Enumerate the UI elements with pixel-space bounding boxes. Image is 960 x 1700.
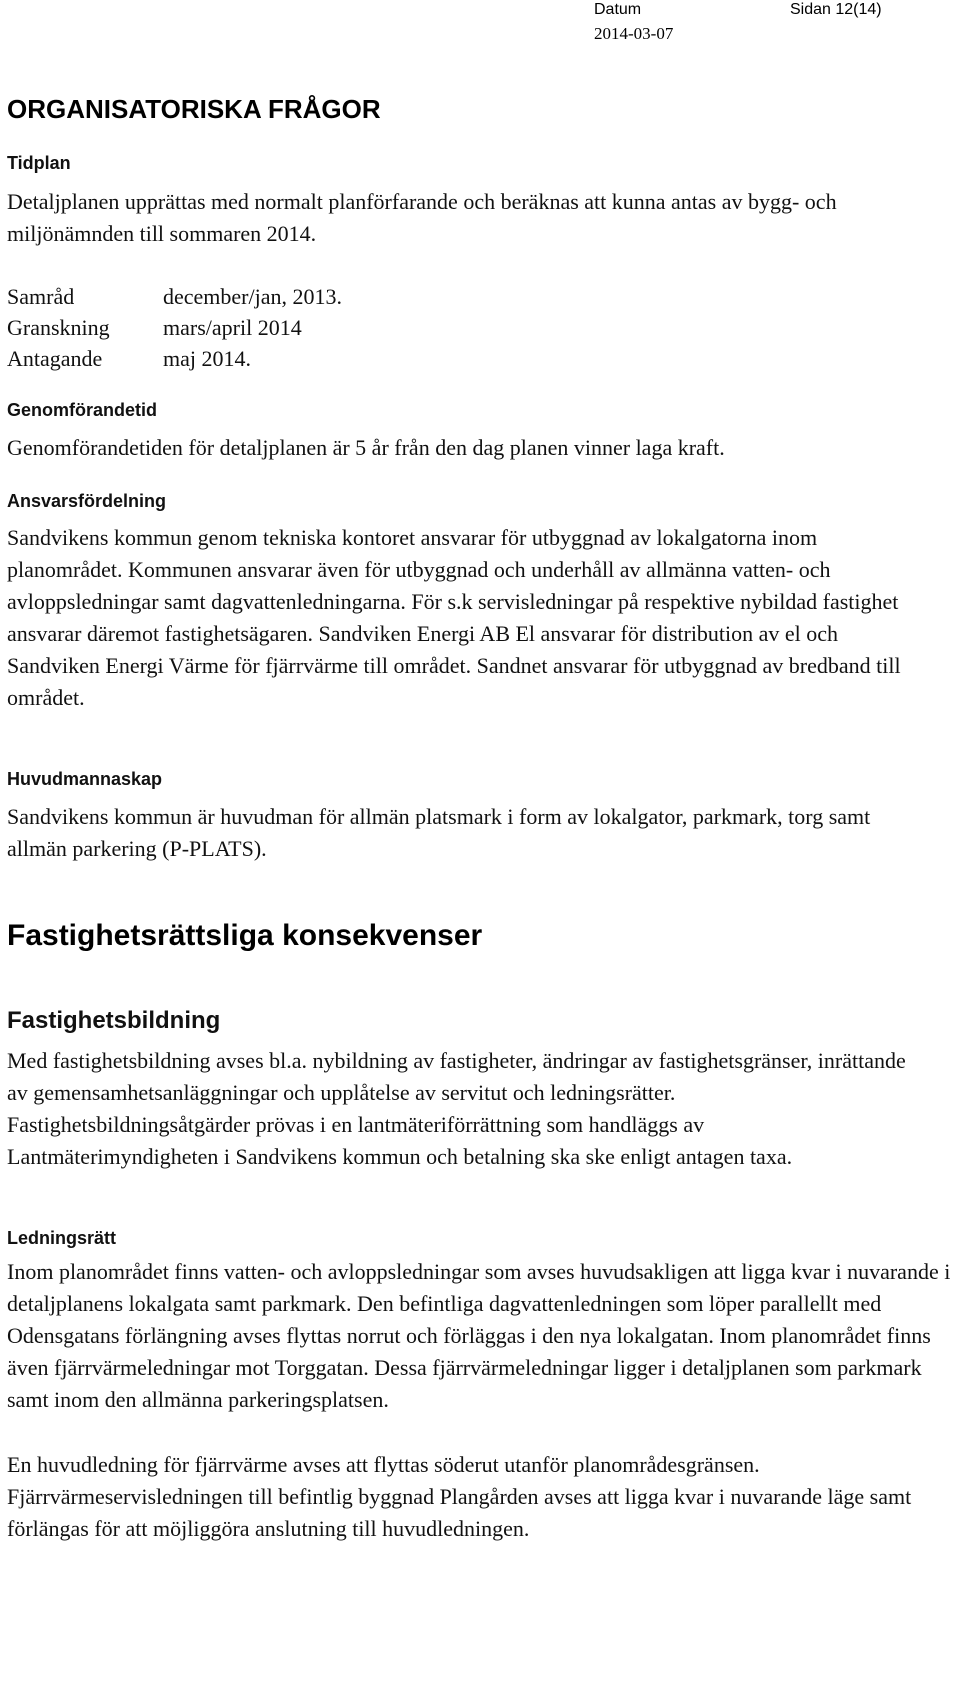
heading-fastighetsbildning: Fastighetsbildning — [7, 1007, 221, 1034]
paragraph-ledningsratt-1: Inom planområdet finns vatten- och avloppsledningar som avses huvudsakligen att ligga kvar i nuvarande i detaljplanens lokalgata samt parkmark. Den befintliga dagvattenledningen som löper parallellt med Odensgatans förlängning avses flyttas norrut och förläggas i den nya lokalgatan. Inom planområdet finns även fjärrvärmeledningar mot Torggatan. Dessa fjärrvärmeledningar ligger i detaljplanen som parkmark samt inom den allmänna parkeringsplatsen. — [7, 1259, 951, 1412]
header-date: 2014-03-07 — [594, 24, 674, 43]
paragraph-huvudmannaskap: Sandvikens kommun är huvudman för allmän platsmark i form av lokalgator, parkmark, torg samt allmän parkering (P-PLATS). — [7, 804, 871, 861]
header-date-label: Datum — [594, 1, 642, 18]
paragraph-ansvarsfordelning: Sandvikens kommun genom tekniska kontoret ansvarar för utbyggnad av lokalgatorna inom planområdet. Kommunen ansvarar även för utbyggnad och underhåll av allmänna vatten- och avloppsledningar samt dagvattenledningarna. För s.k servisledningar på respektive nybildad fastighet ansvarar däremot fastighetsägaren. Sandviken Energi AB El ansvarar för distribution av el och Sandviken Energi Värme för fjärrvärme till området. Sandnet ansvarar för utbyggnad av bredband till området. — [7, 525, 901, 710]
schedule-value: december/jan, 2013. — [163, 284, 342, 309]
paragraph-ledningsratt-2: En huvudledning för fjärrvärme avses att flyttas söderut utanför planområdesgränsen. Fjärrvärmeservisledningen till befintlig byggnad Plangården avses att ligga kvar i nuvarande läge samt förlängas för att möjliggöra anslutning till huvudledningen. — [7, 1452, 912, 1541]
heading-tidplan: Tidplan — [7, 153, 71, 173]
heading-ledningsratt: Ledningsrätt — [7, 1228, 117, 1248]
heading-genomforandetid: Genomförandetid — [7, 400, 158, 420]
paragraph-genomforandetid: Genomförandetiden för detaljplanen är 5 år från den dag planen vinner laga kraft. — [7, 435, 725, 460]
schedule-row — [7, 314, 302, 342]
heading-huvudmannaskap: Huvudmannaskap — [7, 769, 163, 789]
schedule-label: Granskning — [7, 315, 110, 340]
schedule-row — [7, 283, 342, 311]
section-title-fastighetsrattsliga: Fastighetsrättsliga konsekvenser — [7, 919, 483, 952]
schedule-value: maj 2014. — [163, 346, 251, 371]
paragraph-tidplan: Detaljplanen upprättas med normalt planförfarande och beräknas att kunna antas av bygg- och miljönämnden till sommaren 2014. — [7, 189, 837, 246]
header-page-number: Sidan 12(14) — [790, 1, 882, 18]
schedule-row — [7, 345, 251, 373]
schedule-label: Samråd — [7, 284, 75, 309]
heading-ansvarsfordelning: Ansvarsfördelning — [7, 491, 167, 511]
paragraph-fastighetsbildning: Med fastighetsbildning avses bl.a. nybildning av fastigheter, ändringar av fastighetsgränser, inrättande av gemensamhetsanläggningar och upplåtelse av servitut och ledningsrätter. Fastighetsbildningsåtgärder prövas i en lantmäteriförrättning som handläggs av Lantmäterimyndigheten i Sandvikens kommun och betalning ska ske enligt antagen taxa. — [7, 1048, 906, 1169]
schedule-label: Antagande — [7, 346, 103, 371]
schedule-value: mars/april 2014 — [163, 315, 302, 340]
section-title-organisatoriska: ORGANISATORISKA FRÅGOR — [7, 94, 381, 124]
